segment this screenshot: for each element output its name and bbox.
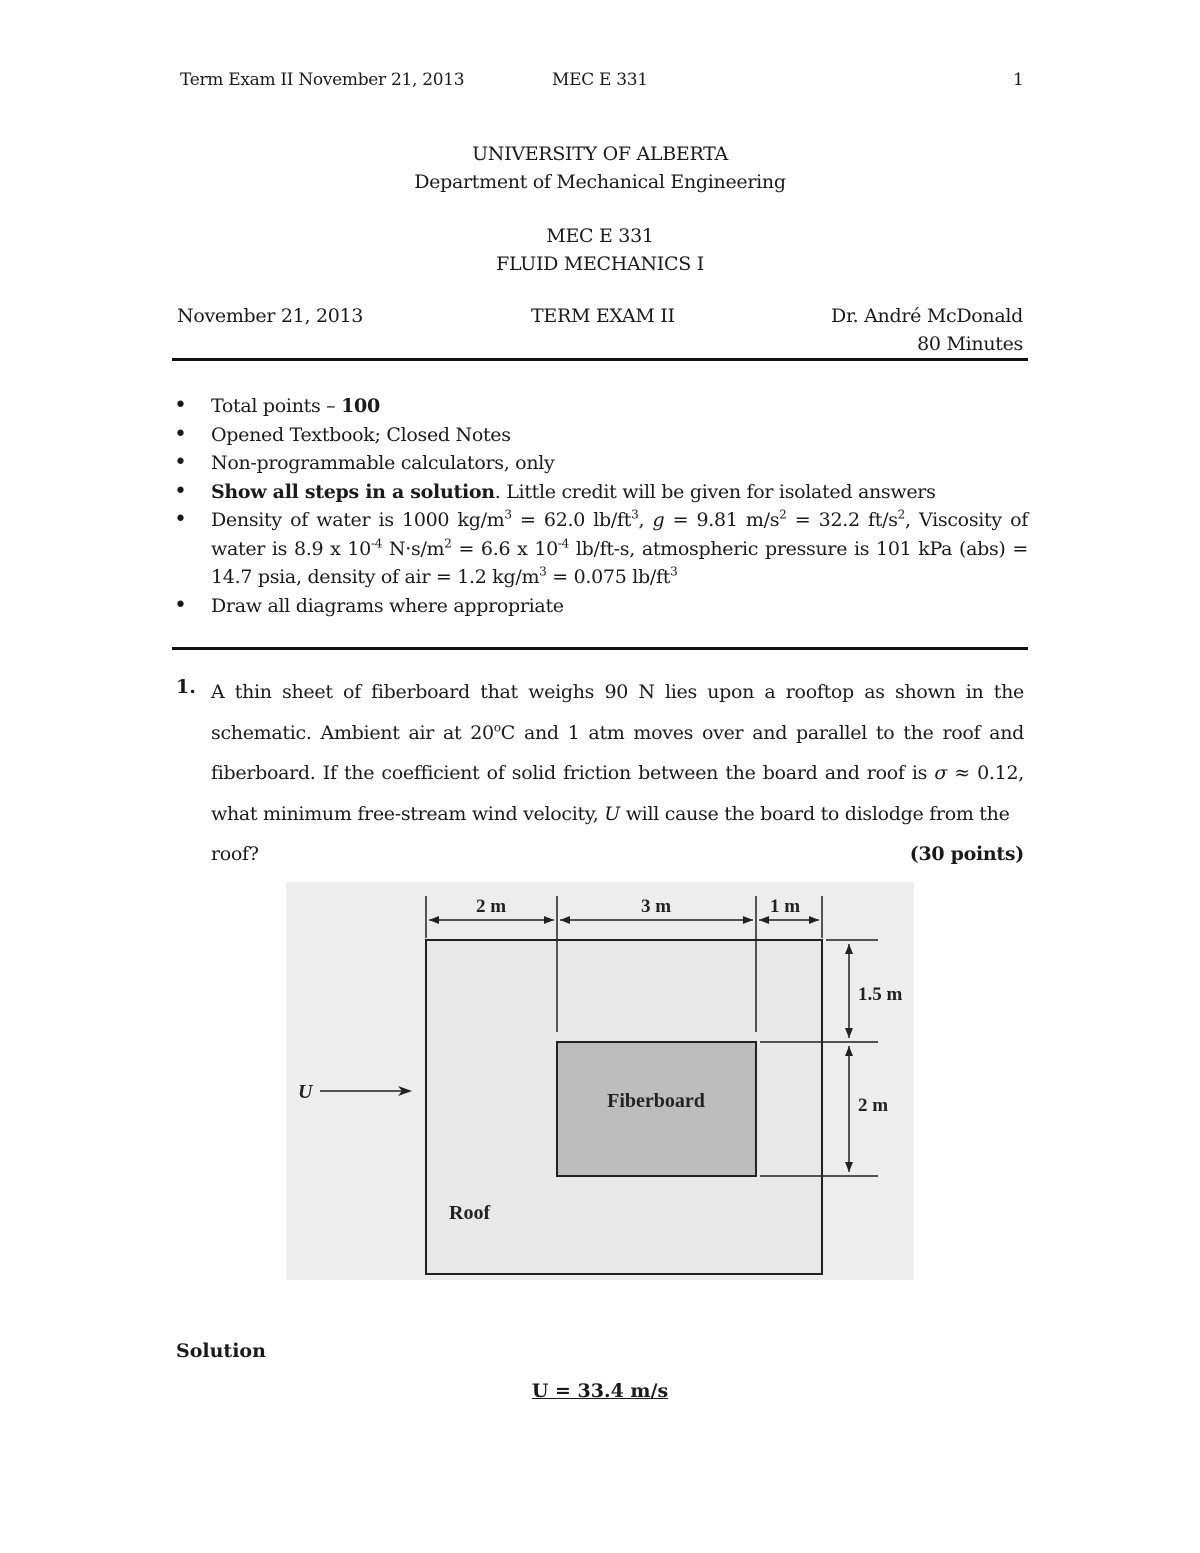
department-name: Department of Mechanical Engineering <box>414 171 786 193</box>
course-code: MEC E 331 <box>546 225 654 247</box>
dim-1m-label: 1 m <box>769 896 801 917</box>
dim-2m-side-label: 2 m <box>858 1095 889 1116</box>
instructor-name: Dr. André McDonald <box>831 305 1023 327</box>
question-last-line: roof? (30 points) <box>211 834 1024 875</box>
question-text: A thin sheet of fiberboard that weighs 90 N lies upon a rooftop as shown in the schematic. Ambient air at 20$^o$C and 1 atm moves over and parallel to the roof and fiberboard. If the coefficient of solid friction between the board and roof is σ ≈ 0.12, what minimum free-stream wind velocity, U will cause the board to dislodge from the roof? (30 points) <box>211 672 1024 875</box>
solution-heading: Solution <box>176 1340 266 1362</box>
course-name: FLUID MECHANICS I <box>496 253 704 275</box>
instruction-total-points: • Total points – 100 <box>172 392 1028 421</box>
instruction-calculators: • Non-programmable calculators, only <box>172 449 1028 478</box>
university-name: UNIVERSITY OF ALBERTA <box>472 143 728 165</box>
u-velocity-label: U <box>298 1081 313 1103</box>
dim-3m-label: 3 m <box>640 896 672 917</box>
question-number: 1. <box>176 676 196 698</box>
page-number: 1 <box>1013 70 1024 90</box>
dim-1-5m-label: 1.5 m <box>858 984 903 1005</box>
exam-duration: 80 Minutes <box>917 333 1023 355</box>
instruction-textbook: • Opened Textbook; Closed Notes <box>172 421 1028 450</box>
roof-label: Roof <box>449 1202 491 1224</box>
roof-schematic <box>286 882 914 1280</box>
exam-name: TERM EXAM II <box>531 305 675 327</box>
divider-bottom <box>172 647 1028 650</box>
running-header-left: Term Exam II November 21, 2013 <box>180 70 465 90</box>
instructions-list <box>172 392 1028 620</box>
instruction-constants: • Density of water is 1000 $kg/m^3 = 62.0$ $lb/ft^3$, g = 9.81 $m/s^2 = 32.2$ $ft/s^2$, Viscosity of water is 8.9 x $10^{-4}$ $N\cdot s/m^2 = 6.6$ x $10^{-4}$ lb/ft-s, atmospheric pressure is 101 kPa (abs) = 14.7 psia, density of air = 1.2 $kg/m^3 = 0.075$ $lb/ft^3$ <box>172 506 1028 592</box>
running-header-course: MEC E 331 <box>552 70 648 90</box>
exam-date: November 21, 2013 <box>177 305 364 327</box>
instruction-diagrams: • Draw all diagrams where appropriate <box>172 592 1028 621</box>
question-points: (30 points) <box>909 843 1024 865</box>
instruction-show-steps: • Show all steps in a solution. Little credit will be given for isolated answers <box>172 478 1028 507</box>
solution-answer: U = 33.4 m/s <box>531 1380 669 1402</box>
fiberboard-label: Fiberboard <box>607 1090 705 1112</box>
divider-top <box>172 358 1028 361</box>
dim-2m-top-label: 2 m <box>475 896 507 917</box>
